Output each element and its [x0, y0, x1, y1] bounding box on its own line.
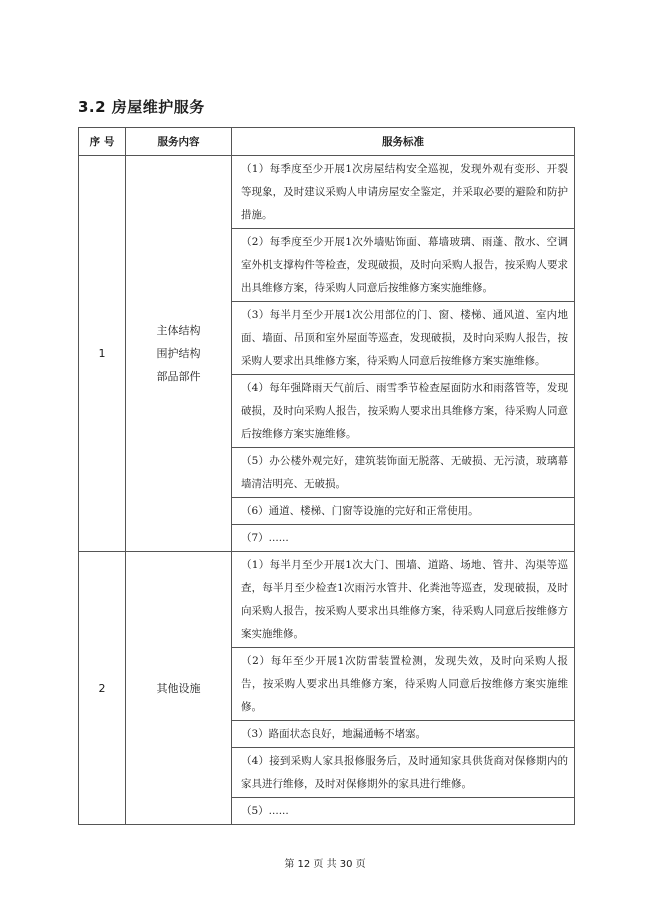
category-line: 主体结构: [156, 324, 201, 337]
table-header-row: [79, 128, 575, 156]
standard-item: （2）每年至少开展1次防雷装置检测，发现失效，及时向采购人报告，按采购人要求出具维修方案，待采购人同意后按维修方案实施维修。: [232, 648, 575, 721]
standard-item: （5）办公楼外观完好，建筑装饰面无脱落、无破损、无污渍，玻璃幕墙清洁明亮、无破损。: [232, 448, 575, 498]
table-row: [79, 156, 575, 229]
service-standards-table: [78, 127, 575, 825]
section-heading: 3.2 房屋维护服务: [78, 98, 205, 116]
row-index: 1: [79, 156, 126, 552]
row-index: 2: [79, 552, 126, 825]
header-index: 序 号: [79, 128, 126, 156]
standard-item: （7）......: [232, 525, 575, 552]
standard-item: （5）......: [232, 798, 575, 825]
standard-item: （6）通道、楼梯、门窗等设施的完好和正常使用。: [232, 498, 575, 525]
page-footer: 第 12 页 共 30 页: [284, 859, 366, 870]
header-standard: 服务标准: [232, 128, 575, 156]
table-row: [79, 552, 575, 648]
category-line: 其他设施: [156, 681, 201, 695]
standard-item: （1）每季度至少开展1次房屋结构安全巡视，发现外观有变形、开裂等现象，及时建议采购人申请房屋安全鉴定，并采取必要的避险和防护措施。: [232, 156, 575, 229]
standard-item: （4）每年强降雨天气前后、雨雪季节检查屋面防水和雨落管等，发现破损，及时向采购人报告，按采购人要求出具维修方案，待采购人同意后按维修方案实施维修。: [232, 375, 575, 448]
standard-item: （3）路面状态良好，地漏通畅不堵塞。: [232, 721, 575, 748]
row-category: [126, 552, 232, 825]
standard-item: （3）每半月至少开展1次公用部位的门、窗、楼梯、通风道、室内地面、墙面、吊顶和室外屋面等巡查，发现破损，及时向采购人报告，按采购人要求出具维修方案，待采购人同意后按维修方案实施维修。: [232, 302, 575, 375]
standard-item: （4）接到采购人家具报修服务后，及时通知家具供货商对保修期内的家具进行维修，及时对保修期外的家具进行维修。: [232, 748, 575, 798]
standard-item: （2）每季度至少开展1次外墙贴饰面、幕墙玻璃、雨蓬、散水、空调室外机支撑构件等检查，发现破损，及时向采购人报告，按采购人要求出具维修方案，待采购人同意后按维修方案实施维修。: [232, 229, 575, 302]
row-category: [126, 156, 232, 552]
category-line: 围护结构: [156, 347, 201, 360]
standard-item: （1）每半月至少开展1次大门、围墙、道路、场地、管井、沟渠等巡查，每半月至少检查1次雨污水管井、化粪池等巡查，发现破损，及时向采购人报告，按采购人要求出具维修方案，待采购人同意后按维修方案实施维修。: [232, 552, 575, 648]
category-line: 部品部件: [156, 370, 201, 383]
header-content: 服务内容: [126, 128, 232, 156]
